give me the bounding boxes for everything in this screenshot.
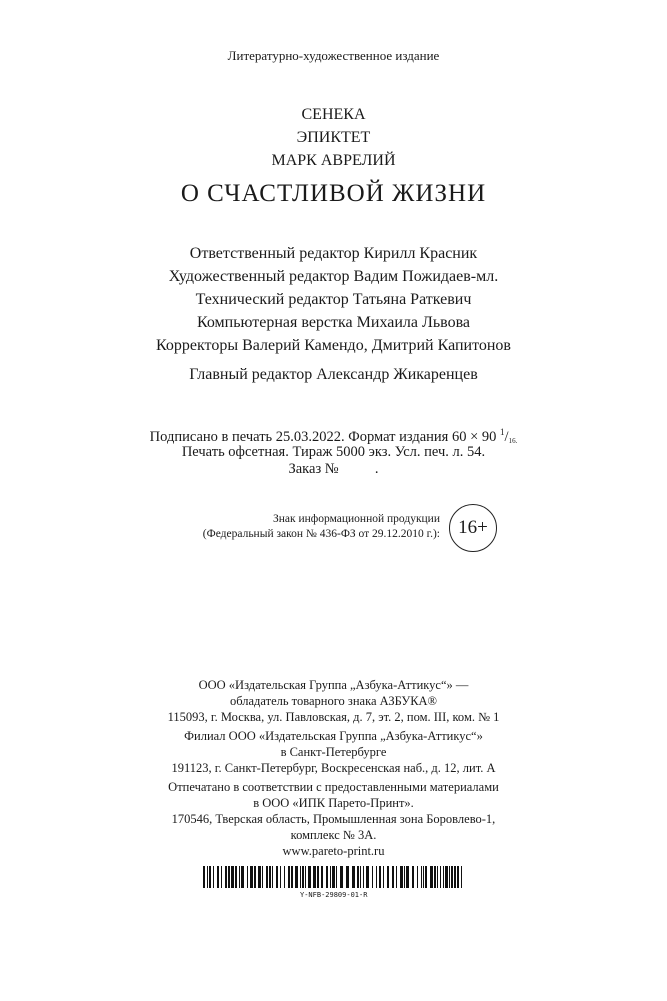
barcode-bar [406,866,409,888]
barcode-bar [336,866,337,888]
barcode-bar [302,866,304,888]
barcode-bar [313,866,316,888]
barcode-bar [288,866,290,888]
credit-line: Корректоры Валерий Камендо, Дмитрий Капитонов [156,337,511,354]
author: ЭПИКТЕТ [296,129,371,146]
barcode-bar [241,866,244,888]
barcode-bar [272,866,273,888]
barcode-bar [284,866,285,888]
age-rating-line: (Федеральный закон № 436-ФЗ от 29.12.2010 г.): [202,528,440,540]
barcode-bar [239,866,240,888]
barcode-bar [449,866,450,888]
age-rating-text [170,512,440,542]
barcode-bar [330,866,331,888]
barcode-bar [221,866,222,888]
publisher-line: в Санкт-Петербурге [280,745,387,759]
printer-website: www.pareto-print.ru [282,844,385,858]
barcode-bar [269,866,271,888]
printer-line: комплекс № 3А. [290,828,377,842]
publisher-line: 115093, г. Москва, ул. Павловская, д. 7, эт. 2, пом. III, ком. № 1 [167,710,500,724]
barcode-bar [454,866,456,888]
barcode-bar [376,866,377,888]
publisher-line: 191123, г. Санкт-Петербург, Воскресенская наб., д. 12, лит. А [171,761,496,775]
publisher-line: ООО «Издательская Группа „Азбука-Аттикус“» — [198,678,469,692]
edition-type: Литературно-художественное издание [227,48,440,63]
barcode-bar [437,866,438,888]
order-number: Заказ № . [288,461,379,477]
fraction-numerator: 1 [500,427,505,437]
barcode-bar [440,866,441,888]
barcode-bar [379,866,381,888]
barcode-bar [346,866,349,888]
barcode-bar [400,866,403,888]
credit-line: Технический редактор Татьяна Раткевич [195,291,472,308]
barcode-bar [332,866,335,888]
barcode-bar [250,866,253,888]
chief-editor: Главный редактор Александр Жикаренцев [189,366,478,383]
author: СЕНЕКА [301,106,366,123]
barcode-bar [423,866,424,888]
barcode-bar [262,866,263,888]
barcode-bar [434,866,436,888]
fraction-denominator: 16 [508,437,516,445]
barcode-bar [396,866,397,888]
print-info-line: Печать офсетная. Тираж 5000 экз. Усл. печ. л. 54. [181,444,486,460]
barcode-bar [266,866,268,888]
credit-line: Художественный редактор Вадим Пожидаев-мл. [168,268,499,285]
barcode-bar [404,866,405,888]
credit-line: Ответственный редактор Кирилл Красник [189,245,478,262]
print-info-text: Подписано в печать 25.03.2022. Формат издания 60 × 90 [149,429,501,445]
barcode-bar [340,866,343,888]
printer-line: в ООО «ИПК Парето-Принт». [253,796,414,810]
barcode-bar [317,866,319,888]
barcode-bar [443,866,444,888]
author: МАРК АВРЕЛИЙ [271,152,396,169]
barcode-bar [363,866,364,888]
barcode-bar [231,866,234,888]
barcode-bar [366,866,369,888]
publisher-line: обладатель товарного знака АЗБУКА® [229,694,438,708]
barcode-bar [305,866,306,888]
barcode-bar [300,866,301,888]
barcode-bar [203,866,205,888]
printer-line: Отпечатано в соответствии с предоставленными материалами [168,780,499,794]
barcode-bar [254,866,256,888]
barcode-bar [276,866,278,888]
barcode-bar [357,866,359,888]
barcode-bar [207,866,208,888]
barcode-bar [213,866,214,888]
barcode-bar [352,866,355,888]
fraction-separator: / [504,429,509,445]
barcode-bar [217,866,219,888]
barcode-bar [280,866,281,888]
barcode-bar [308,866,311,888]
barcode-bar [326,866,328,888]
barcode-bar [295,866,298,888]
barcode-bar [291,866,293,888]
barcode-bar [425,866,427,888]
barcode-bar [421,866,422,888]
barcode-label: Y-NFB-29809-01-R [300,891,368,899]
age-rating-line: Знак информационной продукции [273,513,440,525]
barcode-bar [461,866,462,888]
barcode-bar [383,866,384,888]
barcode-bar [247,866,248,888]
barcode-bar [372,866,373,888]
barcode-bar [225,866,227,888]
publisher-line: Филиал ООО «Издательская Группа „Азбука-Аттикус“» [184,729,483,743]
barcode-bar [392,866,394,888]
print-info-end: . [515,437,518,445]
barcode-bar [430,866,433,888]
age-rating-badge: 16+ [449,504,497,552]
barcode-bar [457,866,459,888]
barcode-bar [228,866,230,888]
credit-line: Компьютерная верстка Михаила Львова [196,314,471,331]
barcode-bar [445,866,448,888]
barcode-bar [258,866,261,888]
barcode-bar [235,866,237,888]
barcode-bar [451,866,453,888]
book-title: О СЧАСТЛИВОЙ ЖИЗНИ [180,180,487,207]
barcode-bar [209,866,211,888]
barcode-bar [360,866,361,888]
barcode-bar [412,866,414,888]
barcode [203,866,465,888]
publisher-block [0,677,667,859]
barcode-bar [417,866,418,888]
printer-line: 170546, Тверская область, Промышленная зона Боровлево-1, [171,812,496,826]
barcode-bar [321,866,323,888]
barcode-bar [387,866,389,888]
